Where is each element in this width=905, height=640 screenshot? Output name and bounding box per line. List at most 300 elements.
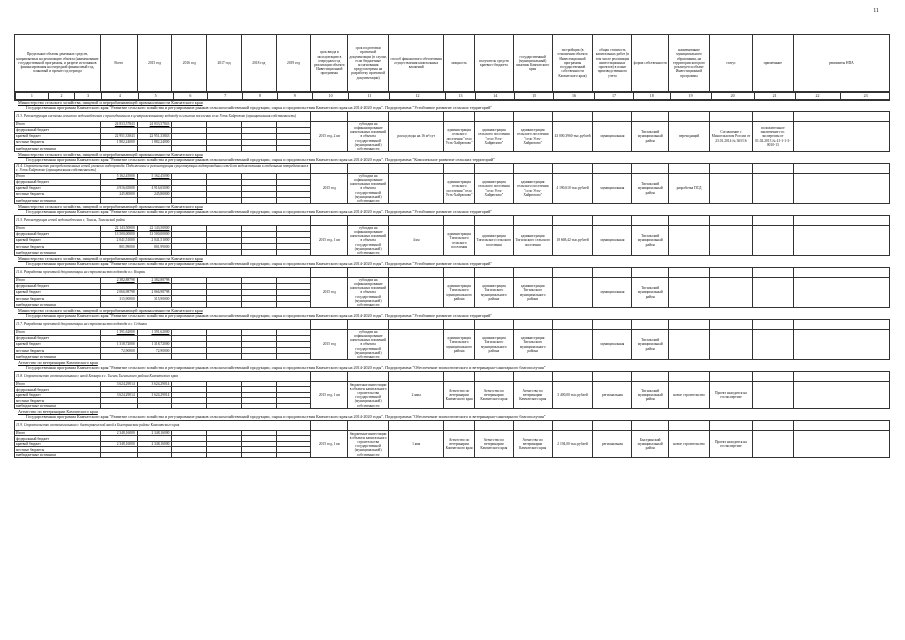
financing-2015 [137, 403, 172, 409]
attr-npa: положительное заключение гос. экспертизы от 01.02.2013 № 41-1-1-3-0010-13 [752, 121, 793, 151]
object-table [14, 319, 890, 360]
empty-cell [348, 163, 389, 173]
financing-total: 72,90000 [100, 348, 137, 354]
empty-cell [513, 371, 552, 381]
financing-total [100, 146, 137, 152]
empty-cell [513, 215, 552, 225]
attr-stoim [552, 277, 593, 307]
financing-total [100, 354, 137, 360]
page-number: 11 [873, 8, 879, 14]
year-cell [172, 403, 207, 409]
object-name: 11.9. Строительство скотомогильника с биотермической ямой в Быстринском районе Камчатского края [15, 420, 311, 430]
column-number: 22 [795, 93, 840, 100]
financing-total [100, 250, 137, 256]
attr-stoim [552, 329, 593, 359]
empty-cell [513, 319, 552, 329]
empty-cell [669, 319, 710, 329]
attr-zakaz: администрация Тигильского сельского поселения [474, 225, 513, 255]
financing-total: 2 348,16000 [100, 441, 137, 447]
ministry-title: Министерство сельского хозяйства, пищевой и перерабатывающей промышленности Камчатского края [18, 205, 203, 210]
ministry-title: Министерство сельского хозяйства, пищевой и перерабатывающей промышленности Камчатского края [18, 153, 203, 158]
empty-cell [793, 319, 889, 329]
attr-zastr: администрация Тигильского муниципального района [513, 277, 552, 307]
empty-cell [793, 225, 889, 255]
financing-total: 22 143,50000 [100, 225, 137, 231]
empty-cell [311, 319, 348, 329]
empty-cell [793, 381, 889, 409]
attr-status: разработка ПСД [669, 173, 710, 203]
empty-cell [709, 111, 752, 121]
empty-cell [593, 420, 632, 430]
financing-total [100, 452, 137, 458]
financing-source: внебюджетные источники [15, 452, 101, 458]
empty-cell [793, 371, 889, 381]
empty-cell [389, 267, 444, 277]
attr-zakaz: администрация Тигильского муниципального района [474, 277, 513, 307]
attr-status: переходящий [669, 121, 710, 151]
empty-cell [793, 430, 889, 458]
object-name-row [15, 111, 890, 121]
financing-total: 24 833,57843 [100, 121, 137, 127]
empty-cell [709, 163, 752, 173]
empty-cell [552, 163, 593, 173]
empty-cell [513, 420, 552, 430]
attr-srok: 2015 год, 1 кв [311, 225, 348, 255]
empty-cell [311, 111, 348, 121]
attr-stoim: 18 668,42 тыс.рублей [552, 225, 593, 255]
object-name-row [15, 371, 890, 381]
year-cell [276, 198, 311, 204]
attr-npa [752, 329, 793, 359]
column-number: 23 [840, 93, 889, 100]
header-cell: 2017 год [207, 35, 242, 92]
attr-zakaz: администрация сельского поселения "село Усть-Хайрюзово" [474, 121, 513, 151]
attr-zakaz: администрация Тигильского муниципального района [474, 329, 513, 359]
attr-npa [752, 381, 793, 409]
attr-zastr: Агентство по ветеринарии Камчатского края [513, 381, 552, 409]
program-title: Государственная программа Камчатского края "Развитие сельского хозяйства и регулирование рынков сельскохозяйственной продукции, сырья и продовольствия Камчатского края на 2014-2020 годы". Подпрограмма "Обеспечение эпизоотического и ветеринарно-санитарного благополучия" [26, 415, 546, 420]
empty-cell [444, 163, 475, 173]
attr-poluch: администрация Тигильского муниципального района [444, 329, 475, 359]
financing-2015 [137, 146, 172, 152]
attr-poluch: Агентство по ветеринарии Камчатского края [444, 381, 475, 409]
attr-forma: региональная [593, 381, 632, 409]
financing-source: Итого [15, 277, 101, 283]
attr-sposob: бюджетные инвестиции в объекты капитального строительства государственной (муниципальной) собственности [348, 381, 389, 409]
header-cell: Всего [100, 35, 137, 92]
column-number: 5 [138, 93, 173, 100]
empty-cell [752, 215, 793, 225]
ministry-title: Агентство по ветеринарии Камчатского края [18, 410, 98, 415]
attr-sposob: субсидии на софинансирование капитальных вложений в объекты государственной (муниципальной) собственности [348, 225, 389, 255]
empty-cell [632, 319, 669, 329]
empty-cell [348, 319, 389, 329]
empty-cell [669, 163, 710, 173]
empty-cell [632, 111, 669, 121]
financing-2015: 2 066,98798 [137, 290, 172, 296]
empty-cell [348, 420, 389, 430]
attr-npa [752, 225, 793, 255]
attr-status: новое строительство [669, 430, 710, 458]
empty-cell [752, 319, 793, 329]
financing-total: 2 041,51000 [100, 237, 137, 243]
attr-mo: Тигильский муниципальный район [632, 225, 669, 255]
attr-status [669, 225, 710, 255]
year-cell [172, 354, 207, 360]
attr-npa [752, 277, 793, 307]
object-table [14, 371, 890, 410]
financing-source: федеральный бюджет [15, 179, 101, 185]
financing-2015: 2 348,16000 [137, 430, 172, 436]
attr-zastr: Агентство по ветеринарии Камчатского края [513, 430, 552, 458]
column-number: 2 [48, 93, 75, 100]
empty-cell [793, 267, 889, 277]
financing-source: местные бюджеты [15, 140, 101, 146]
header-cell: форма собственности [632, 35, 669, 92]
header-cell: способ финансового обеспечения осуществления капитальных вложений [389, 35, 444, 92]
attr-prim: Соглашение с Минсельхозом России от 23.01.2014 № 365/16 [709, 121, 752, 151]
empty-cell [593, 371, 632, 381]
attr-srok: 2015 год [311, 277, 348, 307]
empty-cell [348, 215, 389, 225]
header-cell: государственный (муниципальный) заказчик Камчатского края [513, 35, 552, 92]
attr-poluch: администрация Тигильского муниципального района [444, 277, 475, 307]
program-block [14, 101, 890, 152]
financing-2015 [137, 250, 172, 256]
year-cell [241, 250, 276, 256]
empty-cell [389, 111, 444, 121]
header-cell: 2019 год [276, 35, 311, 92]
financing-total: 801,99000 [100, 244, 137, 250]
object-table [14, 163, 890, 204]
financing-2015: 13 500,00000 [137, 231, 172, 237]
attr-forma: муниципальная [593, 121, 632, 151]
year-cell [207, 452, 242, 458]
financing-source: Итого [15, 381, 101, 387]
document-table [14, 34, 890, 459]
financing-source: местные бюджеты [15, 398, 101, 404]
attr-stoim: 3 400,00 тыс.рублей [552, 381, 593, 409]
column-numbers-row [15, 92, 890, 101]
financing-source: внебюджетные источники [15, 250, 101, 256]
financing-source: местные бюджеты [15, 348, 101, 354]
financing-2015 [137, 302, 172, 308]
empty-cell [513, 267, 552, 277]
object-table [14, 111, 890, 152]
empty-cell [474, 267, 513, 277]
program-block [14, 410, 890, 458]
attr-prim [709, 225, 752, 255]
year-cell [172, 146, 207, 152]
attr-poluch: Агентство по ветеринарии Камчатского края [444, 430, 475, 458]
attr-zastr: администрация сельского поселения "село Усть-Хайрюзово" [513, 173, 552, 203]
program-title: Государственная программа Камчатского края "Развитие сельского хозяйства и регулирование рынков сельскохозяйственной продукции, сырья и продовольствия Камчатского края на 2014-2020 годы". Подпрограмма "Устойчивое развитие сельских территорий" [26, 106, 493, 110]
object-name-row [15, 267, 890, 277]
attr-moshch: 4 км [389, 225, 444, 255]
empty-cell [552, 371, 593, 381]
column-number: 15 [515, 93, 554, 100]
header-cell: 2018 год [241, 35, 276, 92]
header-cell: мощность [444, 35, 475, 92]
year-cell [172, 198, 207, 204]
empty-cell [669, 267, 710, 277]
attr-sposob: субсидии на софинансирование капитальных вложений в объекты государственной (муниципальной) собственности [348, 173, 389, 203]
empty-cell [389, 319, 444, 329]
financing-total: 3 624,29014 [100, 381, 137, 387]
program-block [14, 205, 890, 256]
year-cell [241, 146, 276, 152]
empty-cell [793, 173, 889, 203]
program-title: Государственная программа Камчатского края "Развитие сельского хозяйства и регулирование рынков сельскохозяйственной продукции, сырья и продовольствия Камчатского края на 2014-2020 годы". Подпрограмма "Устойчивое развитие сельских территорий" [26, 262, 493, 267]
attr-sposob: бюджетные инвестиции в объекты капитального строительства государственной (муниципальной) собственности [348, 430, 389, 458]
empty-cell [632, 163, 669, 173]
empty-cell [348, 267, 389, 277]
financing-2015: 315,90000 [137, 296, 172, 302]
financing-source: внебюджетные источники [15, 354, 101, 360]
attr-srok: 2015 год [311, 329, 348, 359]
year-cell [241, 403, 276, 409]
attr-zastr: администрация сельского поселения "село Усть-Хайрюзово" [513, 121, 552, 151]
attr-sposob: субсидии на софинансирование капитальных вложений в объекты государственной (муниципальной) собственности [348, 329, 389, 359]
header-cell: статус [709, 35, 752, 92]
financing-source: местные бюджеты [15, 447, 101, 453]
year-cell [241, 354, 276, 360]
attr-npa [752, 173, 793, 203]
empty-cell [752, 111, 793, 121]
financing-2015: 245,80000 [137, 192, 172, 198]
empty-cell [474, 319, 513, 329]
empty-cell [552, 215, 593, 225]
year-cell [207, 403, 242, 409]
financing-total: 3 624,29014 [100, 392, 137, 398]
attr-zastr: администрация Тигильского сельского поселения [513, 225, 552, 255]
header-cell: Предельные объемы денежных средств, направляемых на реализацию объекта (наименование государственной программы, и разрезе источников финансирования на очередной финансовый год, плановый и прочие год периода [15, 35, 101, 92]
object-name: 11.4. Строительство распределительных сетей уличного водопровода. Подключение и реконструкция существующих водопроводных сетей от водоисточника к отдельным потребителям в с. Усть-Хайрюзово (муниципальная собственность) [15, 163, 311, 173]
financing-2015: 1 882,24000 [137, 140, 172, 146]
object-table [14, 267, 890, 308]
financing-source: Итого [15, 225, 101, 231]
empty-cell [311, 215, 348, 225]
empty-cell [793, 420, 889, 430]
year-cell [207, 302, 242, 308]
empty-cell [669, 215, 710, 225]
empty-cell [632, 420, 669, 430]
attr-prim: Проект находится на госэкспертизе [709, 430, 752, 458]
attr-moshch [389, 329, 444, 359]
financing-total: 1 318,72000 [100, 342, 137, 348]
column-numbers-cell [15, 92, 890, 101]
attr-stoim: 2 194,00 тыс.рублей [552, 430, 593, 458]
attr-stoim: 43 000,3960 тыс.рублей [552, 121, 593, 151]
attr-forma: муниципальная [593, 277, 632, 307]
column-number: 10 [312, 93, 349, 100]
attr-zakaz: Агентство по ветеринарии Камчатского края [474, 430, 513, 458]
year-cell [172, 452, 207, 458]
financing-2015: 72,90000 [137, 348, 172, 354]
program-title: Государственная программа Камчатского края "Развитие сельского хозяйства и регулирование рынков сельскохозяйственной продукции, сырья и продовольствия Камчатского края на 2014-2020 годы". Подпрограмма "Устойчивое развитие сельских территорий" [26, 314, 493, 319]
financing-2015 [137, 452, 172, 458]
attr-status [669, 277, 710, 307]
attr-mo: Тигильский муниципальный район [632, 329, 669, 359]
empty-cell [752, 371, 793, 381]
header-cell: общая стоимость капитальных работ (в том числе реализация инвестиционных проектов) в плане производственного учета [593, 35, 632, 92]
object-table [14, 420, 890, 459]
financing-total: 2 348,16000 [100, 430, 137, 436]
empty-cell [632, 267, 669, 277]
financing-source: местные бюджеты [15, 296, 101, 302]
empty-cell [311, 163, 348, 173]
header-cell: примечание [752, 35, 793, 92]
header-cell: застройщик (в отношении объекта Инвестиционной программы государственной собственности Камчатского края) [552, 35, 593, 92]
header-cell: 2016 год [172, 35, 207, 92]
header-cell: наименование муниципального образования, на территории которого реализуется объект Инвестиционной программы [669, 35, 710, 92]
financing-total: 315,90000 [100, 296, 137, 302]
program-title: Государственная программа Камчатского края "Развитие сельского хозяйства и регулирование рынков сельскохозяйственной продукции, сырья и продовольствия Камчатского края на 2014-2020 годы". Подпрограмма "Комплексное развитие сельских территорий" [26, 158, 495, 163]
ministry-title: Министерство сельского хозяйства, пищевой и перерабатывающей промышленности Камчатского края [18, 257, 203, 262]
column-number: 20 [711, 93, 754, 100]
financing-2015: 22 143,50000 [137, 225, 172, 231]
column-number: 19 [670, 93, 711, 100]
year-cell [276, 146, 311, 152]
financing-source: местные бюджеты [15, 244, 101, 250]
attr-poluch: администрация сельского поселения "село Усть-Хайрюзово" [444, 173, 475, 203]
object-name: 11.3. Реконструкция системы сельского водоснабжения с присоединением к централизованному водоводу в сельском поселении села Усть-Хайрюзово (муниципальная собственность) [15, 111, 311, 121]
column-number: 3 [75, 93, 102, 100]
attr-forma: муниципальная [593, 225, 632, 255]
empty-cell [389, 215, 444, 225]
attr-poluch: администрация сельского поселения "село Усть-Хайрюзово" [444, 121, 475, 151]
financing-2015: 24 833,57843 [137, 121, 172, 127]
empty-cell [593, 163, 632, 173]
column-number: 16 [554, 93, 595, 100]
financing-source: федеральный бюджет [15, 387, 101, 393]
financing-2015: 22 951,33843 [137, 133, 172, 139]
financing-total: 2 382,88798 [100, 277, 137, 283]
blocks [14, 101, 890, 458]
object-name: 11.6. Разработка проектной документации на строительство водовода в с. Ковран [15, 267, 311, 277]
financing-total: 1 882,24000 [100, 140, 137, 146]
empty-cell [793, 329, 889, 359]
financing-source: федеральный бюджет [15, 335, 101, 341]
attr-srok: 2015 год [311, 173, 348, 203]
empty-cell [752, 267, 793, 277]
empty-cell [444, 420, 475, 430]
year-cell [241, 302, 276, 308]
financing-total: 2 066,98798 [100, 290, 137, 296]
empty-cell [752, 420, 793, 430]
empty-cell [552, 111, 593, 121]
empty-cell [793, 121, 889, 151]
financing-source: краевой бюджет [15, 185, 101, 191]
financing-source: Итого [15, 121, 101, 127]
empty-cell [793, 163, 889, 173]
year-cell [207, 146, 242, 152]
program-title: Государственная программа Камчатского края "Развитие сельского хозяйства и регулирование рынков сельскохозяйственной продукции, сырья и продовольствия Камчатского края на 2014-2020 годы". Подпрограмма "Устойчивое развитие сельских территорий" [26, 210, 493, 215]
financing-source: краевой бюджет [15, 392, 101, 398]
year-cell [276, 250, 311, 256]
column-number: 14 [476, 93, 515, 100]
empty-cell [513, 163, 552, 173]
empty-cell [474, 111, 513, 121]
financing-2015: 2 041,51000 [137, 237, 172, 243]
ministry-title: Агентство по ветеринарии Камчатского края [18, 361, 98, 366]
column-number: 8 [243, 93, 278, 100]
ministry-title: Министерство сельского хозяйства, пищевой и перерабатывающей промышленности Камчатского края [18, 309, 203, 314]
program-block [14, 361, 890, 409]
ministry-title: Министерство сельского хозяйства, пищевой и перерабатывающей промышленности Камчатского края [18, 101, 203, 106]
attr-mo: Тигильский муниципальный район [632, 381, 669, 409]
empty-cell [444, 111, 475, 121]
column-number: 11 [349, 93, 390, 100]
program-block [14, 153, 890, 204]
financing-source: краевой бюджет [15, 133, 101, 139]
empty-cell [632, 371, 669, 381]
empty-cell [444, 371, 475, 381]
empty-cell [669, 420, 710, 430]
financing-2015: 4 916,65000 [137, 185, 172, 191]
attr-sposob: субсидии на софинансирование капитальных вложений в объекты государственной (муниципальной) собственности [348, 121, 389, 151]
empty-cell [474, 371, 513, 381]
financing-source: внебюджетные источники [15, 302, 101, 308]
column-number: 17 [595, 93, 634, 100]
empty-cell [552, 319, 593, 329]
financing-source: Итого [15, 329, 101, 335]
financing-source: краевой бюджет [15, 290, 101, 296]
financing-total: 5 162,45000 [100, 173, 137, 179]
column-number: 7 [208, 93, 243, 100]
object-name: 11.5. Реконструкция сетей водоснабжения с. Тигиль, Тигильский район [15, 215, 311, 225]
program-title: Государственная программа Камчатского края "Развитие сельского хозяйства и регулирование рынков сельскохозяйственной продукции, сырья и продовольствия Камчатского края на 2014-2020 годы". Подпрограмма "Обеспечение эпизоотического и ветеринарно-санитарного благополучия" [26, 366, 546, 371]
attr-prim [709, 329, 752, 359]
financing-source: Итого [15, 173, 101, 179]
year-cell [172, 302, 207, 308]
year-cell [207, 354, 242, 360]
financing-2015: 3 624,29014 [137, 381, 172, 387]
empty-cell [552, 420, 593, 430]
empty-cell [593, 319, 632, 329]
empty-cell [593, 267, 632, 277]
attr-prim: Проект находится на госэкспертизе [709, 381, 752, 409]
object-name-row [15, 215, 890, 225]
attr-sposob: субсидии на софинансирование капитальных вложений в объекты государственной (муниципальной) собственности [348, 277, 389, 307]
year-cell [207, 198, 242, 204]
empty-cell [793, 215, 889, 225]
program-block [14, 257, 890, 308]
year-cell [276, 354, 311, 360]
empty-cell [709, 371, 752, 381]
attr-zastr: администрация Тигильского муниципального района [513, 329, 552, 359]
financing-total: 245,80000 [100, 192, 137, 198]
empty-cell [632, 215, 669, 225]
financing-source: внебюджетные источники [15, 403, 101, 409]
column-number: 18 [633, 93, 670, 100]
attr-status: новое строительство [669, 381, 710, 409]
attr-moshch: расход воды на 16 м³/сут [389, 121, 444, 151]
financing-2015: 2 348,16000 [137, 441, 172, 447]
empty-cell [444, 319, 475, 329]
empty-cell [669, 111, 710, 121]
object-name-row [15, 319, 890, 329]
empty-cell [311, 420, 348, 430]
header-cell: получатель средств краевого бюджета [474, 35, 513, 92]
header-table [14, 34, 890, 101]
empty-cell [389, 371, 444, 381]
attr-moshch [389, 173, 444, 203]
financing-2015: 3 624,29014 [137, 392, 172, 398]
attr-stoim: 4 190,610 тыс.рублей [552, 173, 593, 203]
financing-total [100, 302, 137, 308]
empty-cell [474, 420, 513, 430]
